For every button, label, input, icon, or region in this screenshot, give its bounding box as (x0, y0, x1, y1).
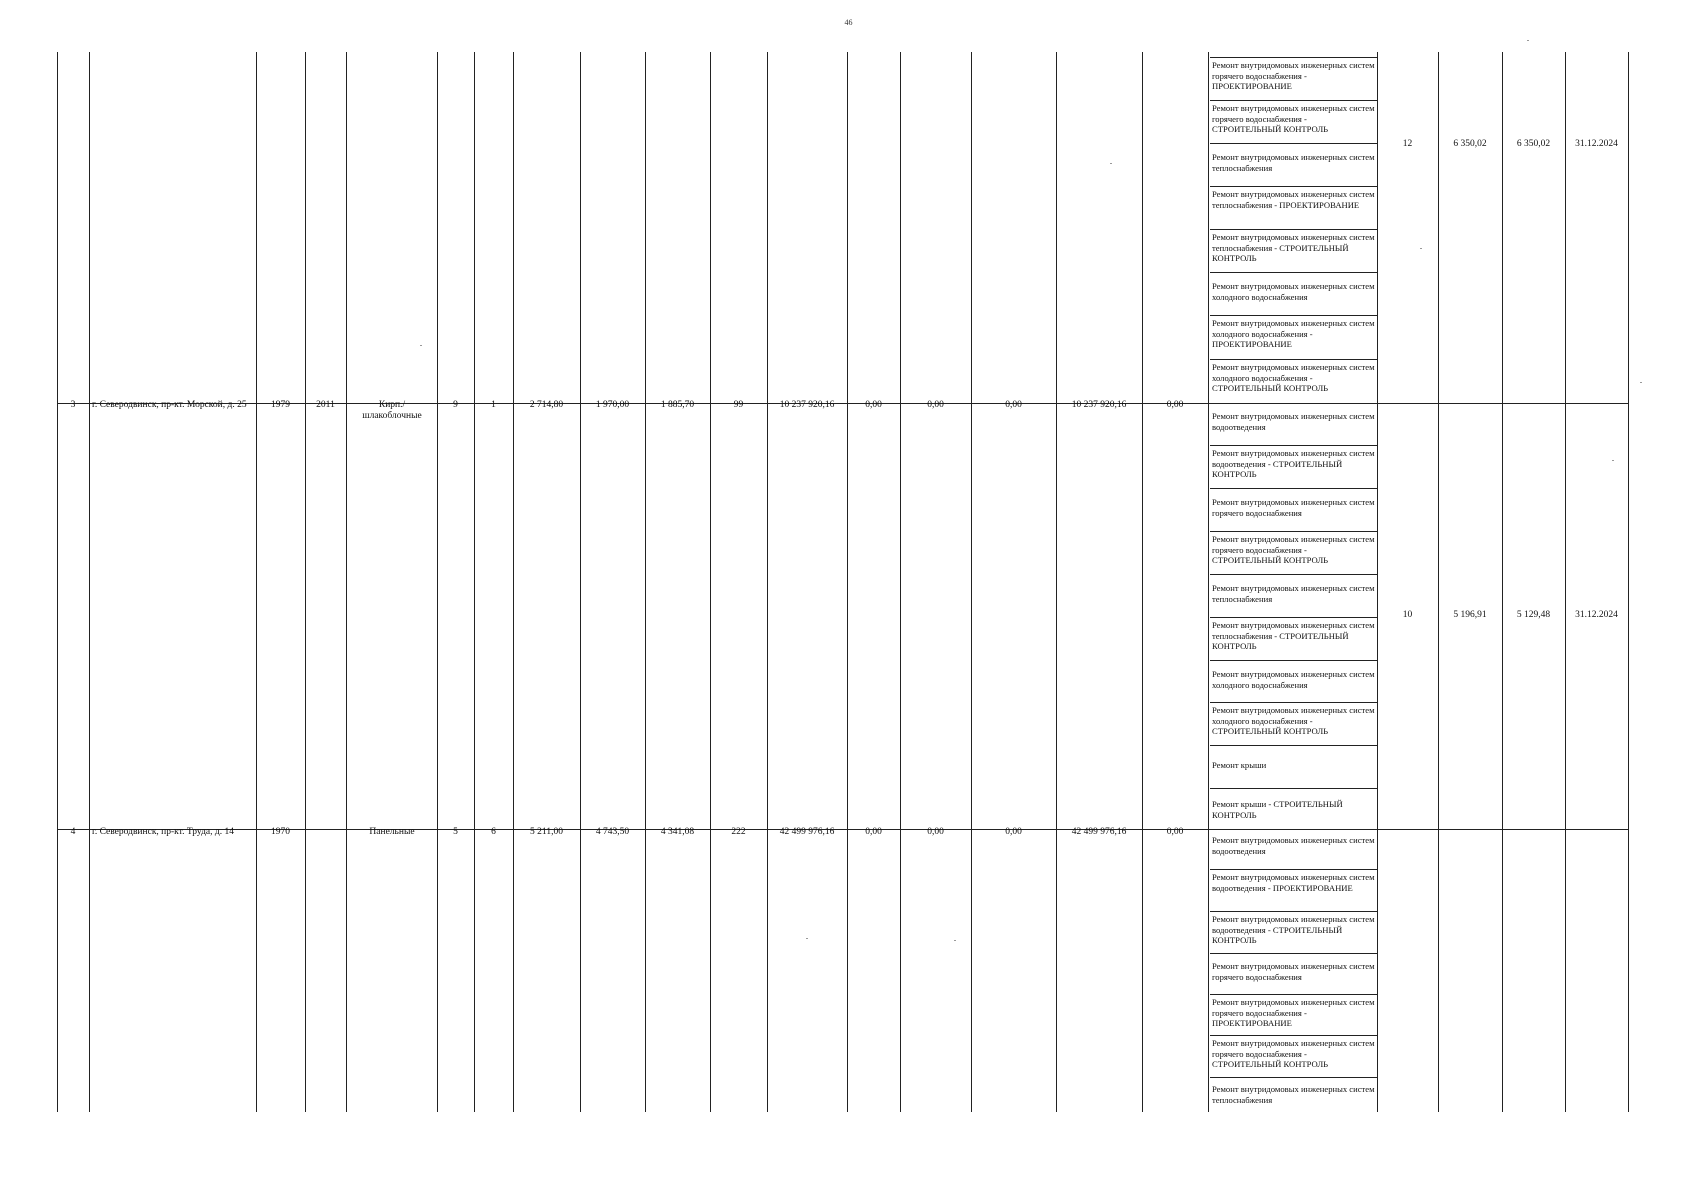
row-floors: 5 (453, 827, 458, 837)
work-item: Ремонт внутридомовых инженерных систем горячего водоснабжения - ПРОЕКТИРОВАНИЕ (1210, 994, 1377, 1035)
grid-line (513, 52, 514, 1112)
top-deadline: 31.12.2024 (1575, 139, 1618, 149)
grid-line (256, 52, 257, 1112)
row-fund-regional: 0,00 (927, 400, 944, 410)
work-item: Ремонт внутридомовых инженерных систем водоотведения (1212, 835, 1375, 856)
row-fund-other: 0,00 (1166, 400, 1184, 410)
grid-line (89, 52, 90, 1112)
grid-line (767, 52, 768, 1112)
grid-line (710, 52, 711, 1112)
row-area-living: 4 341,08 (660, 827, 695, 837)
row-address: г. Северодвинск, пр-кт. Морской, д. 25 (92, 400, 247, 410)
row-number: 4 (70, 827, 76, 837)
row-area-rooms: 1 970,00 (595, 400, 630, 410)
row-entrances: 1 (491, 400, 496, 410)
grid-line (1628, 52, 1629, 1112)
row-fund-owners: 42 499 976,16 (1071, 827, 1127, 837)
row-deadline: 31.12.2024 (1575, 610, 1618, 620)
scan-speck (1612, 460, 1614, 461)
row-entrances: 6 (491, 827, 496, 837)
work-item: Ремонт внутридомовых инженерных систем горячего водоснабжения - СТРОИТЕЛЬНЫЙ КОНТРОЛЬ (1210, 1035, 1377, 1077)
work-item: Ремонт крыши (1210, 745, 1377, 788)
grid-line (1377, 52, 1378, 1112)
row-fund-local: 0,00 (1005, 827, 1022, 837)
row-cost-2: 5 129,48 (1516, 610, 1551, 620)
work-item: Ремонт крыши - СТРОИТЕЛЬНЫЙ КОНТРОЛЬ (1210, 788, 1377, 829)
grid-line (1438, 52, 1439, 1112)
row-year-overhaul: 2011 (316, 400, 335, 410)
row-area-total: 5 211,00 (530, 827, 563, 837)
row-fund-local: 0,00 (1005, 400, 1022, 410)
grid-line (645, 52, 646, 1112)
row-area-total: 2 714,80 (529, 400, 564, 410)
row-fund-owners: 10 237 920,16 (1071, 400, 1127, 410)
work-item: Ремонт внутридомовых инженерных систем горячего водоснабжения - СТРОИТЕЛЬНЫЙ КОНТРОЛЬ (1210, 531, 1377, 574)
work-item: Ремонт внутридомовых инженерных систем горячего водоснабжения - ПРОЕКТИРОВАНИЕ (1210, 57, 1377, 100)
grid-line (474, 52, 475, 1112)
grid-line (847, 52, 848, 1112)
grid-line (1208, 52, 1209, 1112)
row-cost-1: 5 196,91 (1453, 610, 1487, 620)
row-cost-total: 42 499 976,16 (779, 827, 835, 837)
row-number: 3 (70, 400, 76, 410)
grid-line (971, 52, 972, 1112)
work-item: Ремонт внутридомовых инженерных систем холодного водоснабжения - СТРОИТЕЛЬНЫЙ КОНТРОЛЬ (1210, 702, 1377, 745)
row-year-built: 1979 (271, 400, 290, 410)
work-item: Ремонт внутридомовых инженерных систем холодного водоснабжения - ПРОЕКТИРОВАНИЕ (1210, 315, 1377, 359)
row-residents: 99 (733, 400, 744, 410)
grid-line (1565, 52, 1566, 1112)
row-area-rooms: 4 743,50 (595, 827, 630, 837)
work-item: Ремонт внутридомовых инженерных систем водоотведения - СТРОИТЕЛЬНЫЙ КОНТРОЛЬ (1210, 911, 1377, 953)
row-fund-federal: 0,00 (865, 827, 882, 837)
scan-speck (420, 345, 422, 346)
row-fund-federal: 0,00 (865, 400, 882, 410)
scan-speck (1110, 163, 1112, 164)
work-item: Ремонт внутридомовых инженерных систем теплоснабжения - СТРОИТЕЛЬНЫЙ КОНТРОЛЬ (1210, 617, 1377, 660)
row-address: г. Северодвинск, пр-кт. Труда, д. 14 (92, 827, 234, 837)
scan-speck (806, 938, 808, 939)
row-wall-material: Кирп./ шлакоблочные (362, 400, 422, 421)
row-fund-regional: 0,00 (927, 827, 944, 837)
grid-line (437, 52, 438, 1112)
row-works-count: 10 (1402, 610, 1413, 620)
grid-line (346, 52, 347, 1112)
row-3-works-list (1210, 403, 1377, 829)
row-year-built: 1970 (271, 827, 290, 837)
top-works-count: 12 (1402, 139, 1413, 149)
row-fund-other: 0,00 (1166, 827, 1184, 837)
scan-speck (1527, 40, 1529, 41)
work-item: Ремонт внутридомовых инженерных систем теплоснабжения (1210, 1077, 1377, 1112)
work-item: Ремонт внутридомовых инженерных систем теплоснабжения (1210, 574, 1377, 617)
row-cost-total: 10 237 920,16 (779, 400, 835, 410)
grid-line (305, 52, 306, 1112)
grid-line (57, 52, 58, 1112)
row-residents: 222 (731, 827, 746, 837)
row-4-works-list (1210, 829, 1377, 1112)
scan-speck (1640, 382, 1642, 383)
work-item: Ремонт внутридомовых инженерных систем холодного водоснабжения - СТРОИТЕЛЬНЫЙ КОНТРОЛЬ (1210, 359, 1377, 403)
work-item: Ремонт внутридомовых инженерных систем горячего водоснабжения (1210, 953, 1377, 994)
grid-line (1142, 52, 1143, 1112)
work-item: Ремонт внутридомовых инженерных систем горячего водоснабжения - СТРОИТЕЛЬНЫЙ КОНТРОЛЬ (1210, 100, 1377, 143)
work-item: Ремонт внутридомовых инженерных систем теплоснабжения (1210, 143, 1377, 186)
scan-speck (954, 940, 956, 941)
work-item: Ремонт внутридомовых инженерных систем водоотведения (1212, 411, 1375, 432)
grid-line (580, 52, 581, 1112)
work-item: Ремонт внутридомовых инженерных систем теплоснабжения - ПРОЕКТИРОВАНИЕ (1210, 186, 1377, 229)
top-cost-1: 6 350,02 (1453, 139, 1487, 149)
row-wall-material: Панельные (369, 827, 415, 837)
grid-line (1502, 52, 1503, 1112)
work-item: Ремонт внутридомовых инженерных систем теплоснабжения - СТРОИТЕЛЬНЫЙ КОНТРОЛЬ (1210, 229, 1377, 272)
page-number: 46 (844, 18, 853, 27)
top-works-list (1210, 57, 1377, 403)
row-floors: 9 (453, 400, 458, 410)
grid-line (1056, 52, 1057, 1112)
scan-speck (1420, 248, 1422, 249)
work-item: Ремонт внутридомовых инженерных систем горячего водоснабжения (1210, 488, 1377, 531)
work-item: Ремонт внутридомовых инженерных систем водоотведения - СТРОИТЕЛЬНЫЙ КОНТРОЛЬ (1210, 445, 1377, 488)
top-cost-2: 6 350,02 (1516, 139, 1551, 149)
work-item: Ремонт внутридомовых инженерных систем водоотведения - ПРОЕКТИРОВАНИЕ (1210, 869, 1377, 911)
grid-line (900, 52, 901, 1112)
row-area-living: 1 885,70 (660, 400, 695, 410)
work-item: Ремонт внутридомовых инженерных систем холодного водоснабжения (1210, 660, 1377, 702)
work-item: Ремонт внутридомовых инженерных систем холодного водоснабжения (1210, 272, 1377, 315)
